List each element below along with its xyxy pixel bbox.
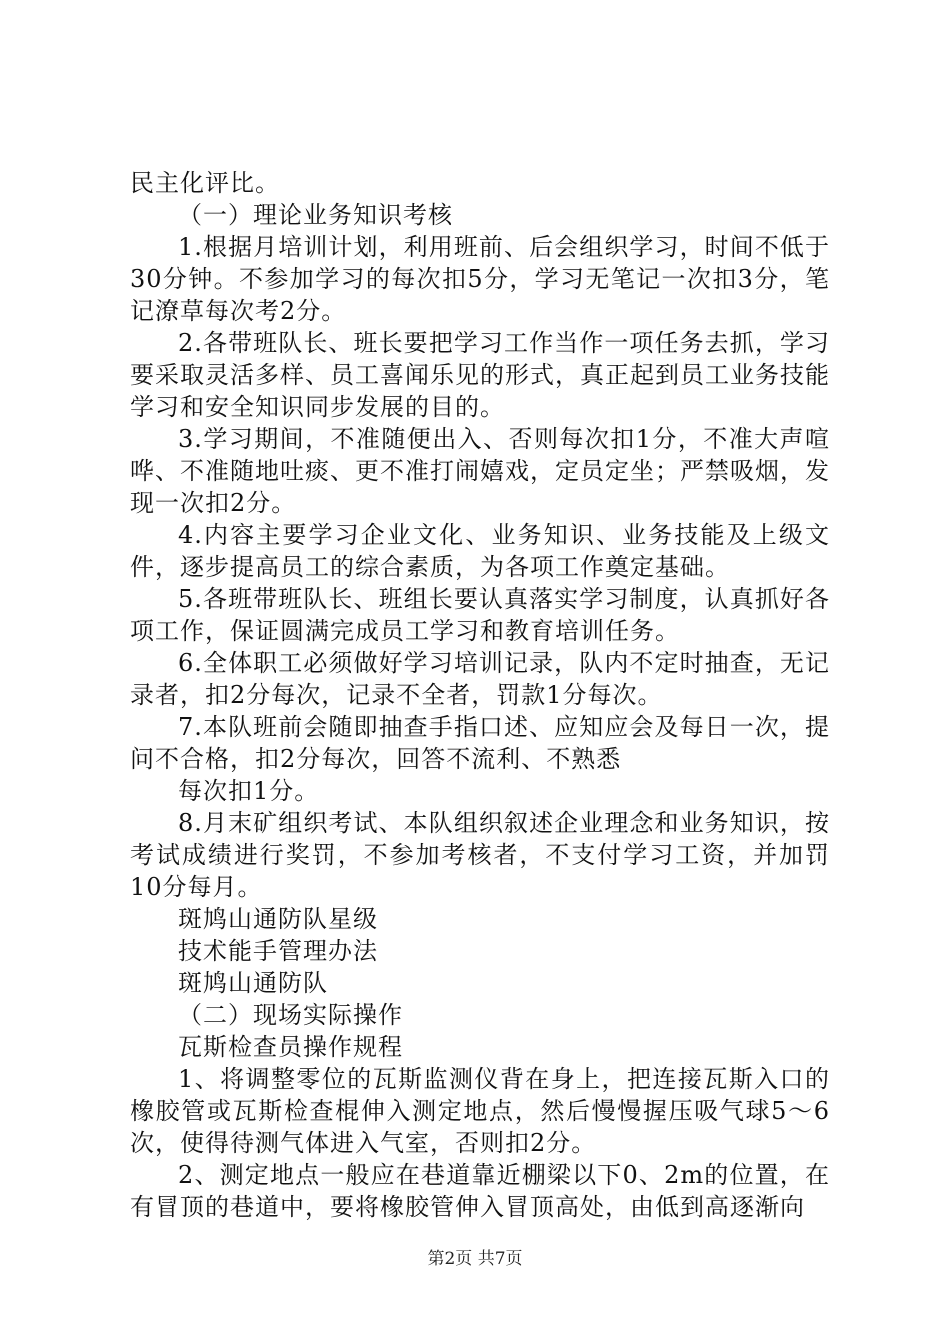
paragraph: 每次扣1分。 [178, 777, 320, 805]
paragraph: 4.内容主要学习企业文化、业务知识、业务技能及上级文件，逐步提高员工的综合素质，为各项工作奠定基础。 [130, 521, 830, 581]
subtitle-line: 斑鸠山通防队 [178, 969, 328, 997]
paragraph: 3.学习期间，不准随便出入、否则每次扣1分，不准大声喧哗、不准随地吐痰、更不准打闹嬉戏，定员定坐；严禁吸烟，发现一次扣2分。 [130, 425, 830, 517]
paragraph: 5.各班带班队长、班组长要认真落实学习制度，认真抓好各项工作，保证圆满完成员工学习和教育培训任务。 [130, 585, 830, 645]
subtitle-line: 斑鸠山通防队星级 [178, 905, 378, 933]
section-heading: （二）现场实际操作 [178, 1001, 403, 1029]
paragraph: 1、将调整零位的瓦斯监测仪背在身上，把连接瓦斯入口的橡胶管或瓦斯检查棍伸入测定地点，然后慢慢握压吸气球5～6次，使得待测气体进入气室，否则扣2分。 [130, 1065, 830, 1157]
paragraph: 2.各带班队长、班长要把学习工作当作一项任务去抓，学习要采取灵活多样、员工喜闻乐见的形式，真正起到员工业务技能学习和安全知识同步发展的目的。 [130, 329, 830, 421]
section-heading: （一）理论业务知识考核 [178, 201, 453, 229]
paragraph: 6.全体职工必须做好学习培训记录，队内不定时抽查，无记录者，扣2分每次，记录不全者，罚款1分每次。 [130, 649, 830, 709]
paragraph: 1.根据月培训计划，利用班前、后会组织学习，时间不低于30分钟。不参加学习的每次扣5分，学习无笔记一次扣3分，笔记潦草每次考2分。 [130, 233, 830, 325]
paragraph: 8.月末矿组织考试、本队组织叙述企业理念和业务知识，按考试成绩进行奖罚，不参加考核者，不支付学习工资，并加罚10分每月。 [130, 809, 830, 901]
paragraph: 2、测定地点一般应在巷道靠近棚梁以下0、2m的位置，在有冒顶的巷道中，要将橡胶管伸入冒顶高处，由低到高逐渐向 [130, 1161, 830, 1221]
subtitle-line: 技术能手管理办法 [178, 937, 378, 965]
document-body [130, 167, 830, 1223]
paragraph: 民主化评比。 [130, 169, 280, 197]
subtitle-line: 瓦斯检查员操作规程 [178, 1033, 403, 1061]
page-number: 第2页 共7页 [427, 1249, 523, 1269]
paragraph: 7.本队班前会随即抽查手指口述、应知应会及每日一次，提问不合格，扣2分每次，回答不流利、不熟悉 [130, 713, 830, 773]
